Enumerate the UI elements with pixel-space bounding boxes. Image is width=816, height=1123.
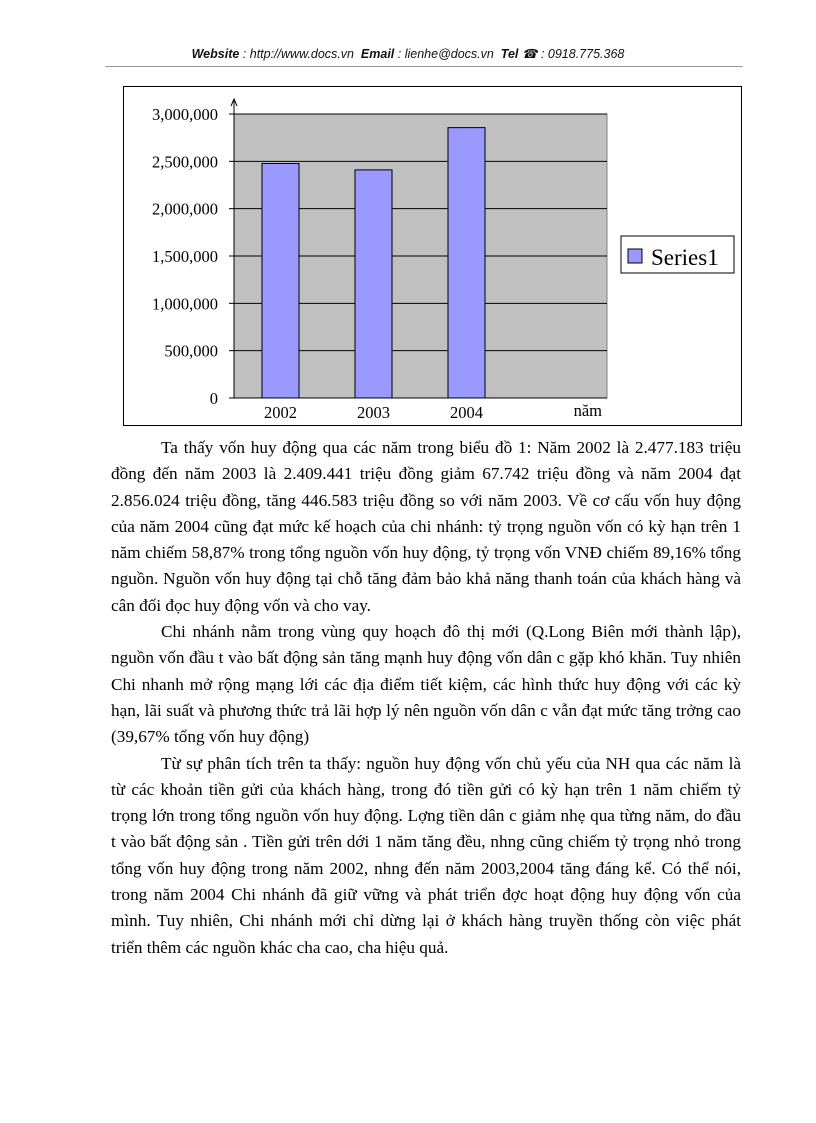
website-value[interactable]: : http://www.docs.vn	[242, 47, 354, 61]
y-tick-label: 1,000,000	[152, 294, 218, 314]
x-tick-label: 2004	[450, 403, 483, 422]
paragraph-1: Ta thấy vốn huy động qua các năm trong biểu đồ 1: Năm 2002 là 2.477.183 triệu đồng đến năm 2003 là 2.409.441 triệu đồng giảm 67.742 triệu đồng và năm 2004 đạt 2.856.024 triệu đồng, tăng 446.583 triệu đồng so với năm 2003. Về cơ cấu vốn huy động của năm 2004 cũng đạt mức kế hoạch của chi nhánh: tỷ trọng nguồn vốn có kỳ hạn trên 1 năm chiếm 58,87% trong tổng nguồn vốn huy động, tỷ trọng vốn VNĐ chiếm 89,16% tổng nguồn. Nguồn vốn huy động tại chỗ tăng đảm bảo khả năng thanh toán của khách hàng và cân đối đọc huy động vốn và cho vay.	[111, 438, 741, 615]
y-tick-label: 500,000	[164, 341, 218, 361]
y-tick-label: 2,000,000	[152, 199, 218, 219]
bar-2003	[355, 170, 392, 398]
legend-label: Series1	[651, 245, 719, 270]
email-label: Email	[360, 47, 395, 61]
y-tick-label: 1,500,000	[152, 247, 218, 266]
y-tick-label: 2,500,000	[152, 152, 218, 172]
chart-frame	[123, 86, 742, 426]
bar-2004	[448, 128, 485, 398]
email-value[interactable]: : lienhe@docs.vn	[397, 47, 494, 61]
y-tick-label: 0	[209, 389, 218, 408]
legend-swatch	[628, 249, 642, 263]
phone-icon: ☎	[521, 47, 538, 61]
y-tick-label: 3,000,000	[152, 105, 218, 124]
website-label: Website	[191, 47, 240, 61]
x-axis-label: năm	[573, 401, 602, 420]
x-tick-label: 2003	[357, 403, 390, 422]
tel-value: : 0918.775.368	[540, 47, 625, 61]
paragraph-2: Chi nhánh nằm trong vùng quy hoạch đô thị mới (Q.Long Biên mới thành lập), nguồn vốn đầu t vào bất động sản tăng mạnh huy động vốn dân c gặp khó khăn. Tuy nhiên Chi nhanh mở rộng mạng lới các địa điểm tiết kiệm, các hình thức huy động với các kỳ hạn, lãi suất và phương thức trả lãi hợp lý nên nguồn vốn dân c vẫn đạt mức tăng trởng cao (39,67% tổng vốn huy động)	[111, 622, 741, 747]
x-tick-label: 2002	[264, 403, 297, 422]
header-divider	[105, 66, 743, 67]
page-header	[0, 46, 816, 61]
paragraph-3: Từ sự phân tích trên ta thấy: nguồn huy động vốn chủ yếu của NH qua các năm là từ các khoản tiền gửi của khách hàng, trong đó tiền gửi có kỳ hạn trên 1 năm chiếm tỷ trọng lớn trong tổng nguồn vốn huy động. Lợng tiền dân c giảm nhẹ qua từng năm, do đầu t vào bất động sản . Tiền gửi trên dới 1 năm tăng đều, nhng cũng chiếm tỷ trọng nhỏ trong tổng vốn huy động trong năm 2002, nhng đến năm 2003,2004 tăng đáng kể. Có thể nói, trong năm 2004 Chi nhánh đã giữ vững và phát triển đợc hoạt động huy động vốn của mình. Tuy nhiên, Chi nhánh mới chỉ dừng lại ở khách hàng truyền thống còn việc phát triển thêm các nguồn khác cha cao, cha hiệu quả.	[111, 753, 741, 957]
body-text	[111, 435, 741, 961]
bar-chart	[124, 87, 741, 425]
bar-2002	[262, 163, 299, 398]
tel-label: Tel	[500, 47, 519, 61]
